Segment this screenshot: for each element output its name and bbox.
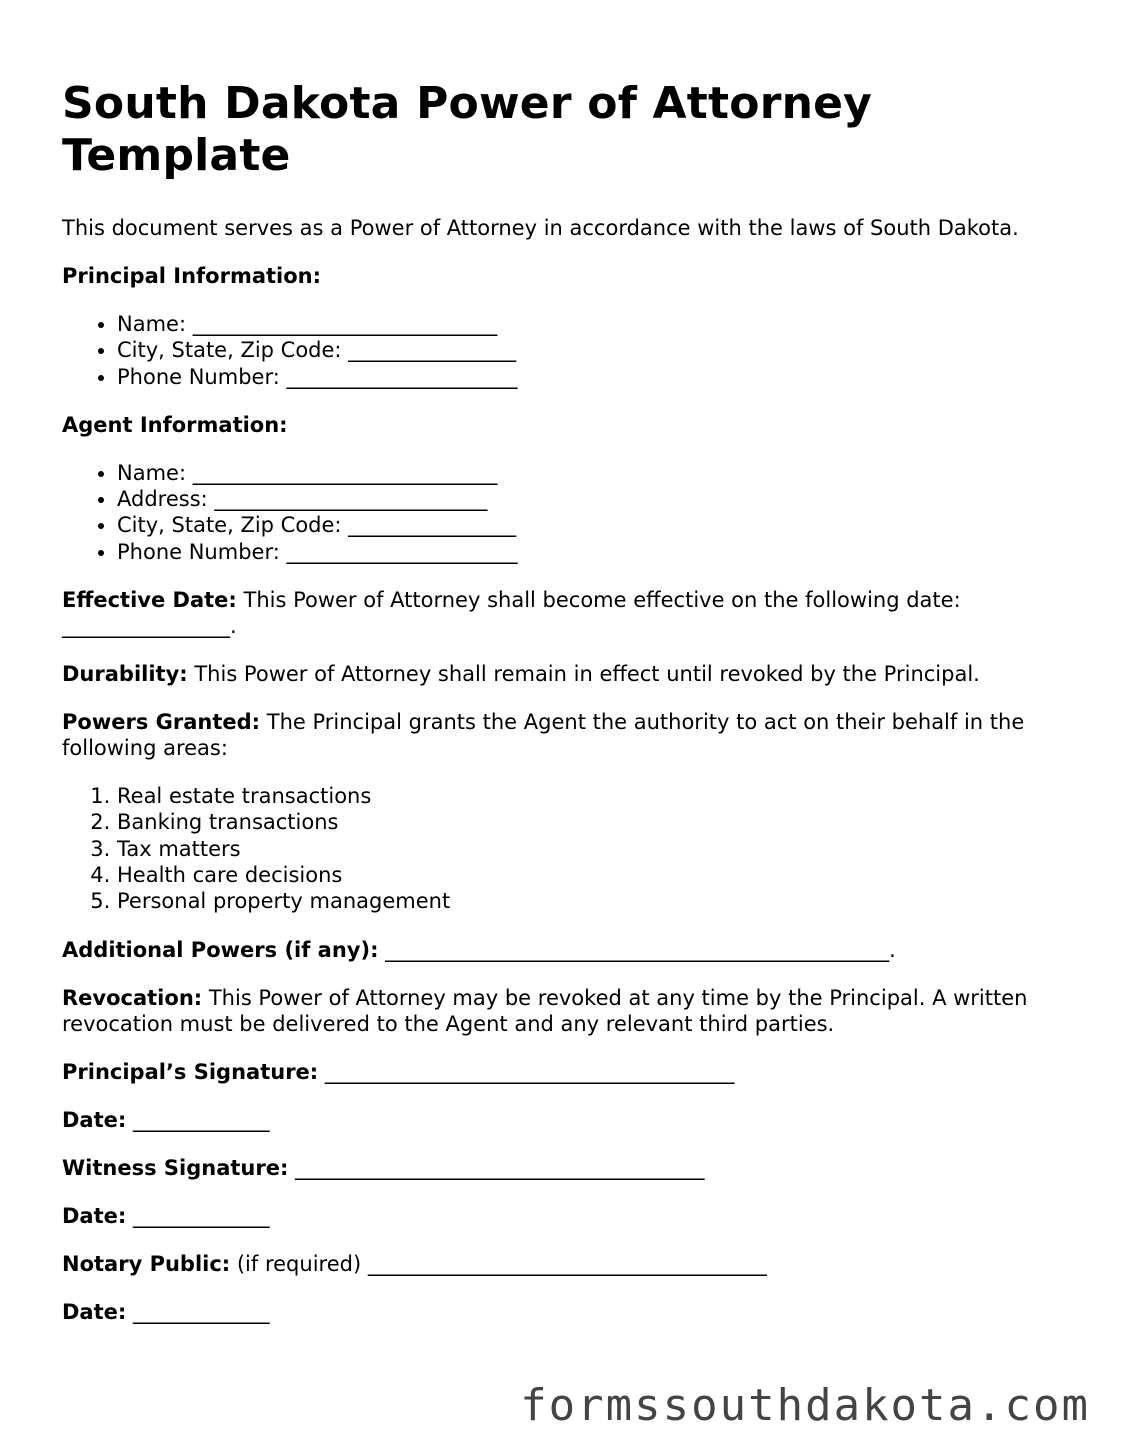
list-item: • City, State, Zip Code: ________________ bbox=[117, 512, 1052, 538]
powers-granted-section bbox=[62, 709, 1052, 761]
date-line-3 bbox=[62, 1299, 1052, 1325]
additional-powers-label: Additional Powers (if any): bbox=[62, 937, 379, 962]
witness-signature-blank: _______________________________________ bbox=[288, 1155, 705, 1180]
date-label: Date: bbox=[62, 1203, 127, 1228]
durability-section bbox=[62, 661, 1052, 687]
list-item: • Address: __________________________ bbox=[117, 486, 1052, 512]
list-item: • City, State, Zip Code: ________________ bbox=[117, 337, 1052, 363]
list-item: 2. Banking transactions bbox=[117, 809, 1052, 835]
effective-date-label: Effective Date: bbox=[62, 588, 237, 613]
site-watermark: formssouthdakota.com bbox=[520, 1380, 1090, 1431]
list-item: 5. Personal property management bbox=[117, 888, 1052, 914]
durability-text: This Power of Attorney shall remain in effect until revoked by the Principal. bbox=[187, 662, 980, 687]
revocation-text: This Power of Attorney may be revoked at any time by the Principal. A written revocation must be delivered to the Agent and any relevant third parties. bbox=[62, 985, 1028, 1036]
intro-paragraph: This document serves as a Power of Attorney in accordance with the laws of South Dakota. bbox=[62, 216, 1019, 240]
date-label: Date: bbox=[62, 1107, 127, 1132]
list-item: 3. Tax matters bbox=[117, 836, 1052, 862]
powers-list bbox=[62, 783, 1052, 914]
agent-heading: Agent Information: bbox=[62, 412, 288, 437]
list-item: 4. Health care decisions bbox=[117, 862, 1052, 888]
additional-powers-section bbox=[62, 937, 1052, 963]
durability-label: Durability: bbox=[62, 662, 188, 687]
list-item: 1. Real estate transactions bbox=[117, 783, 1052, 809]
principal-heading: Principal Information: bbox=[62, 264, 322, 288]
principal-info-list bbox=[62, 311, 1052, 390]
date-blank: _____________ bbox=[126, 1203, 270, 1228]
notary-public-line bbox=[62, 1251, 1052, 1277]
list-item: • Phone Number: ______________________ bbox=[117, 539, 1052, 565]
date-line-2 bbox=[62, 1203, 1052, 1229]
list-item: • Name: _____________________________ bbox=[117, 311, 1052, 337]
date-label: Date: bbox=[62, 1299, 127, 1324]
notary-public-text: (if required) ______________________________________ bbox=[230, 1251, 767, 1276]
witness-signature-line bbox=[62, 1155, 1052, 1181]
powers-granted-label: Powers Granted: bbox=[62, 710, 261, 735]
effective-date-section bbox=[62, 587, 1052, 639]
principal-signature-line bbox=[62, 1059, 1052, 1085]
date-blank: _____________ bbox=[126, 1299, 270, 1324]
list-item: • Phone Number: ______________________ bbox=[117, 364, 1052, 390]
additional-powers-blank: ________________________________________________. bbox=[378, 937, 896, 962]
document-page bbox=[62, 78, 1052, 1347]
notary-public-label: Notary Public: bbox=[62, 1251, 231, 1276]
list-item: • Name: _____________________________ bbox=[117, 460, 1052, 486]
principal-signature-blank: _______________________________________ bbox=[318, 1059, 735, 1084]
witness-signature-label: Witness Signature: bbox=[62, 1155, 289, 1180]
powers-granted-text: The Principal grants the Agent the authority to act on their behalf in the following areas: bbox=[62, 710, 1025, 761]
document-title: South Dakota Power of Attorney Template bbox=[62, 78, 873, 181]
revocation-label: Revocation: bbox=[62, 985, 203, 1010]
principal-signature-label: Principal’s Signature: bbox=[62, 1059, 319, 1084]
date-line-1 bbox=[62, 1107, 1052, 1133]
revocation-section bbox=[62, 985, 1052, 1037]
agent-info-list bbox=[62, 460, 1052, 565]
effective-date-text: This Power of Attorney shall become effective on the following date: ________________. bbox=[62, 588, 961, 639]
date-blank: _____________ bbox=[126, 1107, 270, 1132]
